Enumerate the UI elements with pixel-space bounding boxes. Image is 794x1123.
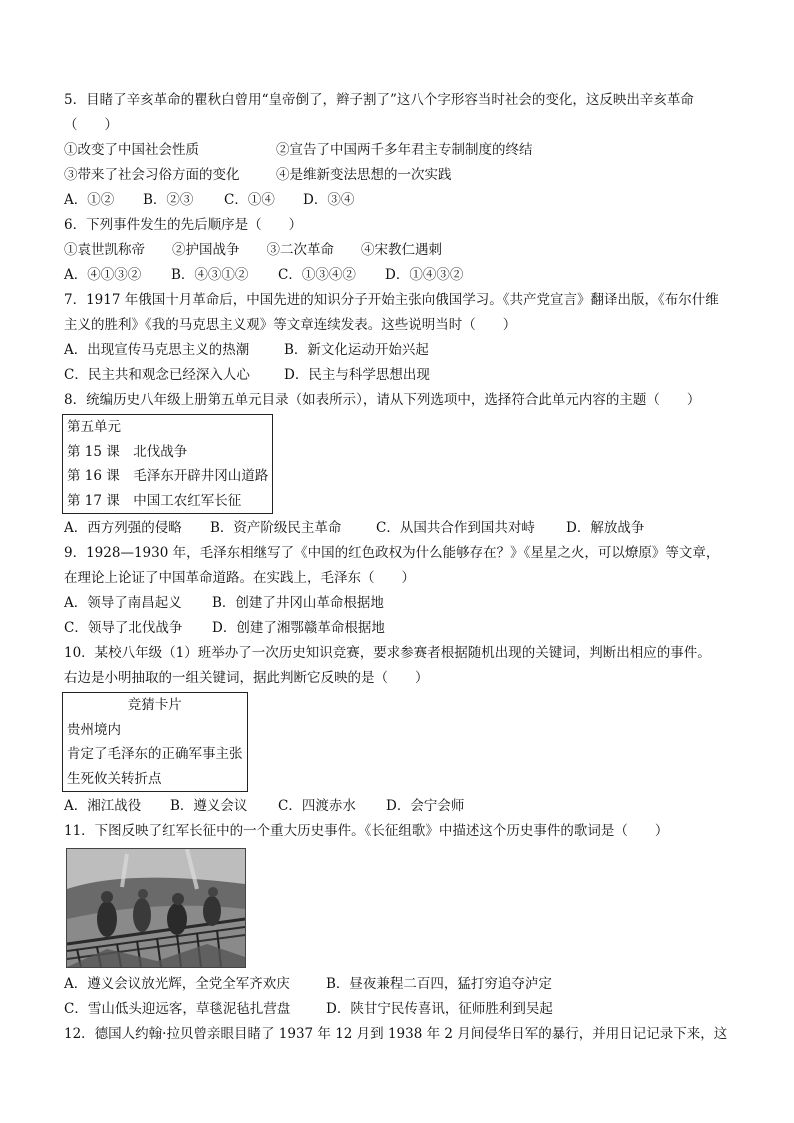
question-stem-cont: 主义的胜利》《我的马克思主义观》等文章连续发表。这些说明当时（ ） xyxy=(64,317,517,333)
option-row xyxy=(64,263,744,288)
option-row xyxy=(64,188,744,213)
option-c[interactable]: C．从国共合作到国共对峙 xyxy=(376,520,535,536)
option-a[interactable]: A．西方列强的侵略 xyxy=(64,520,182,536)
question-10 xyxy=(64,641,744,819)
question-stem: 7．1917 年俄国十月革命后，中国先进的知识分子开始主张向俄国学习。《共产党宣言》翻译出版，《布尔什维 xyxy=(64,292,719,308)
option-b[interactable]: B．④③①② xyxy=(171,267,249,283)
card-keyword: 贵州境内 xyxy=(67,721,121,738)
option-a[interactable]: A．①② xyxy=(64,192,115,208)
option-c[interactable]: C．①③④② xyxy=(278,267,356,283)
option-c[interactable]: C．四渡赤水 xyxy=(278,798,356,814)
statement-row xyxy=(64,138,744,163)
option-row xyxy=(64,794,744,819)
card-keyword: 生死攸关转折点 xyxy=(67,770,162,787)
option-b[interactable]: B．昼夜兼程二百四，猛打穷追夺泸定 xyxy=(326,976,552,992)
question-stem: 8．统编历史八年级上册第五单元目录（如表所示），请从下列选项中，选择符合此单元内容的主题（ ） xyxy=(64,392,701,408)
option-c[interactable]: C．民主共和观念已经深入人心 xyxy=(64,367,250,383)
card-title: 竞猜卡片 xyxy=(127,697,182,713)
question-11 xyxy=(64,819,744,1022)
question-8 xyxy=(64,388,744,541)
card-keyword: 肯定了毛泽东的正确军事主张 xyxy=(67,746,243,762)
luding-bridge-painting xyxy=(66,848,246,968)
question-stem: 10．某校八年级（1）班举办了一次历史知识竞赛，要求参赛者根据随机出现的关键词，判断出相应的事件。 xyxy=(64,645,711,661)
option-a[interactable]: A．④①③② xyxy=(64,267,142,283)
statement-2: ②宣告了中国两千多年君主专制制度的终结 xyxy=(276,142,533,158)
exam-page xyxy=(64,88,744,1047)
option-d[interactable]: D．会宁会师 xyxy=(386,798,465,814)
option-a[interactable]: A．湘江战役 xyxy=(64,798,142,814)
question-6 xyxy=(64,213,744,288)
option-b[interactable]: B．创建了井冈山革命根据地 xyxy=(212,595,384,611)
question-stem: 6．下列事件发生的先后顺序是（ ） xyxy=(64,217,303,233)
option-row xyxy=(64,338,744,363)
question-stem: 12．德国人约翰·拉贝曾亲眼目睹了 1937 年 12 月到 1938 年 2 月间侵华日军的暴行，并用日记记录下来，这 xyxy=(64,1026,728,1042)
question-stem: 11．下图反映了红军长征中的一个重大历史事件。《长征组歌》中描述这个历史事件的歌词是（ ） xyxy=(64,823,669,839)
option-row xyxy=(64,516,744,541)
option-a[interactable]: A．遵义会议放光辉，全党全军齐欢庆 xyxy=(64,976,290,992)
table-row: 第 15 课 北伐战争 xyxy=(67,443,188,460)
question-stem: 9．1928—1930 年，毛泽东相继写了《中国的红色政权为什么能够存在？》《星星之火，可以燎原》等文章， xyxy=(64,545,720,561)
statement-row xyxy=(64,163,744,188)
event-list: ①袁世凯称帝 ②护国战争 ③二次革命 ④宋教仁遇刺 xyxy=(64,242,442,258)
option-b[interactable]: B．遵义会议 xyxy=(170,798,248,814)
option-d[interactable]: D．民主与科学思想出现 xyxy=(284,367,430,383)
option-row xyxy=(64,972,744,997)
option-c[interactable]: C．雪山低头迎远客，草毯泥毡扎营盘 xyxy=(64,1001,291,1017)
answer-blank: （ ） xyxy=(64,117,118,133)
question-stem-cont: 右边是小明抽取的一组关键词，据此判断它反映的是（ ） xyxy=(64,670,429,686)
option-d[interactable]: D．解放战争 xyxy=(566,520,645,536)
question-12 xyxy=(64,1022,744,1047)
statement-1: ①改变了中国社会性质 xyxy=(64,142,199,158)
option-b[interactable]: B．新文化运动开始兴起 xyxy=(284,342,429,358)
option-d[interactable]: D．创建了湘鄂赣革命根据地 xyxy=(212,620,385,636)
statement-4: ④是维新变法思想的一次实践 xyxy=(276,167,452,183)
table-row: 第五单元 xyxy=(67,419,121,435)
option-d[interactable]: D．①④③② xyxy=(385,267,464,283)
question-7 xyxy=(64,288,744,388)
option-b[interactable]: B．资产阶级民主革命 xyxy=(210,520,342,536)
option-a[interactable]: A．出现宣传马克思主义的热潮 xyxy=(64,342,250,358)
option-d[interactable]: D．③④ xyxy=(303,192,355,208)
table-row: 第 17 课 中国工农红军长征 xyxy=(67,492,242,509)
option-row xyxy=(64,997,744,1022)
option-d[interactable]: D．陕甘宁民传喜讯，征师胜利到吴起 xyxy=(326,1001,553,1017)
unit-contents-table xyxy=(62,414,273,514)
option-a[interactable]: A．领导了南昌起义 xyxy=(64,595,182,611)
question-stem: 5．目睹了辛亥革命的瞿秋白曾用“皇帝倒了，辫子割了”这八个字形容当时社会的变化，这反映出辛亥革命 xyxy=(64,92,694,108)
question-9 xyxy=(64,541,744,641)
question-5 xyxy=(64,88,744,213)
table-row: 第 16 课 毛泽东开辟井冈山道路 xyxy=(67,468,269,484)
quiz-card xyxy=(62,692,248,792)
option-c[interactable]: C．领导了北伐战争 xyxy=(64,620,183,636)
option-row xyxy=(64,616,744,641)
option-b[interactable]: B．②③ xyxy=(143,192,194,208)
statement-3: ③带来了社会习俗方面的变化 xyxy=(64,167,240,183)
question-stem-cont: 在理论上论证了中国革命道路。在实践上，毛泽东（ ） xyxy=(64,570,415,586)
option-row xyxy=(64,591,744,616)
option-c[interactable]: C．①④ xyxy=(224,192,275,208)
option-row xyxy=(64,363,744,388)
